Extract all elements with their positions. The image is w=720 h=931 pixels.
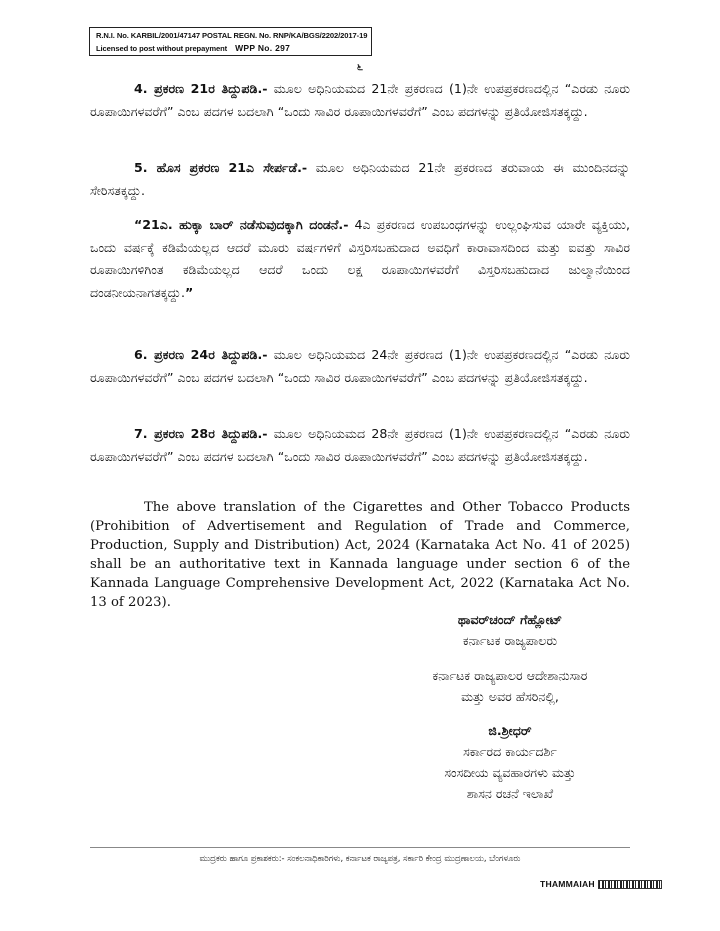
section-7-heading: 7. ಪ್ರಕರಣ 28ರ ತಿದ್ದುಪಡಿ.- — [134, 426, 268, 441]
secretary-department-line-2: ಶಾಸನ ರಚನೆ ಇಲಾಖೆ — [466, 786, 554, 801]
registration-box — [89, 27, 372, 56]
secretary-signature-block — [360, 720, 660, 804]
printer-stamp — [540, 877, 662, 891]
section-7-paragraph — [90, 423, 630, 468]
secretary-department-line-1: ಸಂಸದೀಯ ವ್ಯವಹಾರಗಳು ಮತ್ತು — [444, 765, 576, 780]
wpp-number: WPP No. 297 — [235, 43, 291, 53]
order-attestation — [360, 665, 660, 707]
postal-license-line — [96, 42, 367, 55]
section-5-paragraph — [90, 157, 630, 202]
section-4-heading: 4. ಪ್ರಕರಣ 21ರ ತಿದ್ದುಪಡಿ.- — [134, 81, 268, 96]
postal-license-text: Licensed to post without prepayment — [96, 44, 228, 53]
order-line-2: ಮತ್ತು ಅವರ ಹೆಸರಿನಲ್ಲಿ, — [461, 689, 559, 704]
section-4-body: ಮೂಲ ಅಧಿನಿಯಮದ 21ನೇ ಪ್ರಕರಣದ (1)ನೇ ಉಪಪ್ರಕರಣದಲ್ಲಿನ “ಎರಡು ನೂರು ರೂಪಾಯಿಗಳವರೆಗೆ” ಎಂಬ ಪದಗಳ ಬದಲಾಗಿ “ಒಂದು ಸಾವಿರ ರೂಪಾಯಿಗಳವರೆಗೆ” ಎಂಬ ಪದಗಳನ್ನು ಪ್ರತಿಯೋಜಿಸತಕ್ಕದ್ದು. — [90, 81, 630, 119]
registration-line: R.N.I. No. KARBIL/2001/47147 POSTAL REGN. No. RNP/KA/BGS/2202/2017-19 — [96, 31, 368, 40]
footer-divider — [90, 847, 630, 848]
governor-signature-block — [360, 609, 660, 651]
stamp-name: THAMMAIAH — [540, 879, 595, 889]
translation-note: The above translation of the Cigarettes and Other Tobacco Products (Prohibition of Advertisement and Regulation of Trade and Commerce, Production, Supply and Distribution) Act, 2024 (Karnataka Act No. 41 of 2025) shall be an authoritative text in Kannada language under section 6 of the Kannada Language Comprehensive Development Act, 2022 (Karnataka Act No. 13 of 2023). — [90, 500, 630, 610]
section-6-paragraph — [90, 344, 630, 389]
secretary-designation: ಸರ್ಕಾರದ ಕಾರ್ಯದರ್ಶಿ — [463, 744, 557, 759]
secretary-name: ಜಿ.ಶ್ರೀಧರ್ — [488, 723, 532, 738]
page-number: ೬ — [356, 60, 364, 73]
governor-title: ಕರ್ನಾಟಕ ರಾಜ್ಯಪಾಲರು — [462, 633, 558, 648]
section-21a-paragraph — [90, 214, 630, 304]
governor-name: ಥಾವರ್‌ಚಂದ್ ಗೆಹ್ಲೋಟ್ — [457, 612, 563, 627]
section-21a-body: 4ಎ ಪ್ರಕರಣದ ಉಪಬಂಧಗಳನ್ನು ಉಲ್ಲಂಘಿಸುವ ಯಾರೇ ವ್ಯಕ್ತಿಯು, ಒಂದು ವರ್ಷಕ್ಕೆ ಕಡಿಮೆಯಲ್ಲದ ಆದರೆ ಮೂರು ವರ್ಷಗಳಿಗೆ ವಿಸ್ತರಿಸಬಹುದಾದ ಅವಧಿಗೆ ಕಾರಾವಾಸದಿಂದ ಮತ್ತು ಐವತ್ತು ಸಾವಿರ ರೂಪಾಯಿಗಳಿಗಿಂತ ಕಡಿಮೆಯಲ್ಲದ ಆದರೆ ಒಂದು ಲಕ್ಷ ರೂಪಾಯಿಗಳವರೆಗೆ ವಿಸ್ತರಿಸಬಹುದಾದ ಜುಲ್ಮಾನೆಯಿಂದ ದಂಡನೀಯನಾಗತಕ್ಕದ್ದು. — [90, 217, 630, 300]
section-21a-closing-quote: ” — [184, 284, 194, 300]
section-7-body: ಮೂಲ ಅಧಿನಿಯಮದ 28ನೇ ಪ್ರಕರಣದ (1)ನೇ ಉಪಪ್ರಕರಣದಲ್ಲಿನ “ಎರಡು ನೂರು ರೂಪಾಯಿಗಳವರೆಗೆ” ಎಂಬ ಪದಗಳ ಬದಲಾಗಿ “ಒಂದು ಸಾವಿರ ರೂಪಾಯಿಗಳವರೆಗೆ” ಎಂಬ ಪದಗಳನ್ನು ಪ್ರತಿಯೋಜಿಸತಕ್ಕದ್ದು. — [90, 426, 630, 464]
section-21a-heading: “21ಎ. ಹುಕ್ಕಾ ಬಾರ್ ನಡೆಸುವುದಕ್ಕಾಗಿ ದಂಡನೆ.- — [134, 217, 349, 232]
stamp-barcode — [598, 880, 662, 889]
section-6-heading: 6. ಪ್ರಕರಣ 24ರ ತಿದ್ದುಪಡಿ.- — [134, 347, 268, 362]
section-5-heading: 5. ಹೊಸ ಪ್ರಕರಣ 21ಎ ಸೇರ್ಪಡೆ.- — [134, 160, 308, 175]
section-5-body: ಮೂಲ ಅಧಿನಿಯಮದ 21ನೇ ಪ್ರಕರಣದ ತರುವಾಯ ಈ ಮುಂದಿನದನ್ನು ಸೇರಿಸತಕ್ಕದ್ದು. — [90, 160, 630, 198]
order-line-1: ಕರ್ನಾಟಕ ರಾಜ್ಯಪಾಲರ ಆದೇಶಾನುಸಾರ — [432, 668, 588, 683]
printer-publisher-line: ಮುದ್ರಕರು ಹಾಗೂ ಪ್ರಕಾಶಕರು:- ಸಂಕಲನಾಧಿಕಾರಿಗಳು, ಕರ್ನಾಟಕ ರಾಜ್ಯಪತ್ರ, ಸರ್ಕಾರಿ ಕೇಂದ್ರ ಮುದ್ರಣಾಲಯ, ಬೆಂಗಳೂರು — [199, 853, 521, 863]
section-4-paragraph — [90, 78, 630, 123]
section-6-body: ಮೂಲ ಅಧಿನಿಯಮದ 24ನೇ ಪ್ರಕರಣದ (1)ನೇ ಉಪಪ್ರಕರಣದಲ್ಲಿನ “ಎರಡು ನೂರು ರೂಪಾಯಿಗಳವರೆಗೆ” ಎಂಬ ಪದಗಳ ಬದಲಾಗಿ “ಒಂದು ಸಾವಿರ ರೂಪಾಯಿಗಳವರೆಗೆ” ಎಂಬ ಪದಗಳನ್ನು ಪ್ರತಿಯೋಜಿಸತಕ್ಕದ್ದು. — [90, 347, 630, 385]
